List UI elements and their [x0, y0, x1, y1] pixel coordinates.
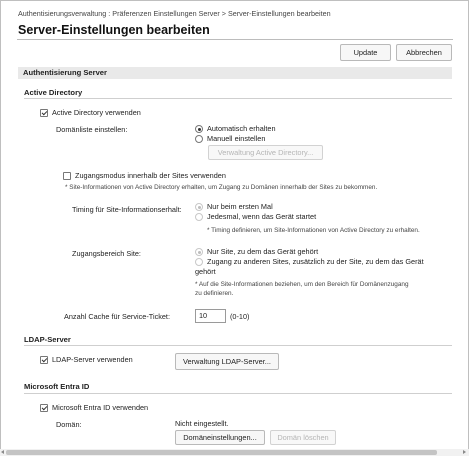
manage-ldap-button[interactable]: Verwaltung LDAP-Server...: [175, 353, 279, 370]
range-own-radio[interactable]: [195, 248, 203, 256]
auto-obtain-radio[interactable]: [195, 125, 203, 133]
entra-checkbox[interactable]: [40, 404, 48, 412]
site-range-label: Zugangsbereich Site:: [72, 249, 141, 258]
ldap-label: LDAP-Server verwenden: [52, 355, 133, 364]
manual-set-label: Manuell einstellen: [207, 134, 266, 143]
timing-each-label: Jedesmal, wenn das Gerät startet: [207, 212, 317, 221]
page-title: Server-Einstellungen bearbeiten: [18, 23, 210, 37]
active-directory-heading: Active Directory: [24, 88, 83, 97]
section-auth-server: Authentisierung Server: [18, 67, 452, 79]
cache-range-hint: (0-10): [230, 312, 250, 321]
timing-note: * Timing definieren, um Site-Informationen von Active Directory zu erhalten.: [207, 227, 420, 234]
timing-each-radio[interactable]: [195, 213, 203, 221]
manage-active-directory-button[interactable]: Verwaltung Active Directory...: [208, 145, 323, 160]
scroll-left-icon[interactable]: [1, 450, 4, 454]
ldap-checkbox[interactable]: [40, 356, 48, 364]
scrollbar-thumb[interactable]: [6, 450, 437, 455]
cancel-button[interactable]: Abbrechen: [396, 44, 452, 61]
range-note-line2: zu definieren.: [195, 290, 234, 297]
ldap-divider: [24, 345, 452, 346]
entra-divider: [24, 393, 452, 394]
range-note-line1: * Auf die Site-Informationen beziehen, um den Bereich für Domänenzugang: [195, 281, 409, 288]
scroll-right-icon[interactable]: [463, 450, 466, 454]
active-directory-divider: [24, 98, 452, 99]
site-access-checkbox[interactable]: [63, 172, 71, 180]
entra-heading: Microsoft Entra ID: [24, 382, 90, 391]
range-other-radio[interactable]: [195, 258, 203, 266]
range-other-label-line1: Zugang zu anderen Sites, zusätzlich zu der Site, zu dem das Gerät: [207, 257, 424, 266]
auto-obtain-label: Automatisch erhalten: [207, 124, 276, 133]
cache-label: Anzahl Cache für Service-Ticket:: [64, 312, 170, 321]
delete-domain-button[interactable]: Domän löschen: [270, 430, 336, 445]
domain-settings-button[interactable]: Domäneinstellungen...: [175, 430, 265, 445]
active-directory-label: Active Directory verwenden: [52, 108, 141, 117]
site-access-note: * Site-Informationen von Active Directory erhalten, um Zugang zu Domänen innerhalb der Sites zu bekommen.: [65, 184, 378, 191]
update-button[interactable]: Update: [340, 44, 391, 61]
domain-list-label: Domänliste einstellen:: [56, 125, 128, 134]
site-access-label: Zugangsmodus innerhalb der Sites verwenden: [75, 171, 226, 180]
title-divider: [17, 39, 453, 40]
manual-set-radio[interactable]: [195, 135, 203, 143]
timing-label: Timing für Site-Informationserhalt:: [72, 205, 182, 214]
timing-first-radio[interactable]: [195, 203, 203, 211]
entra-domain-label: Domän:: [56, 420, 82, 429]
range-own-label: Nur Site, zu dem das Gerät gehört: [207, 247, 319, 256]
entra-domain-value: Nicht eingestellt.: [175, 419, 229, 428]
breadcrumb: Authentisierungsverwaltung : Präferenzen Einstellungen Server > Server-Einstellungen bearbeiten: [18, 9, 331, 18]
cache-input[interactable]: 10: [195, 309, 226, 323]
timing-first-label: Nur beim ersten Mal: [207, 202, 273, 211]
active-directory-checkbox[interactable]: [40, 109, 48, 117]
entra-label: Microsoft Entra ID verwenden: [52, 403, 149, 412]
ldap-heading: LDAP-Server: [24, 335, 71, 344]
range-other-label-line2: gehört: [195, 267, 216, 276]
